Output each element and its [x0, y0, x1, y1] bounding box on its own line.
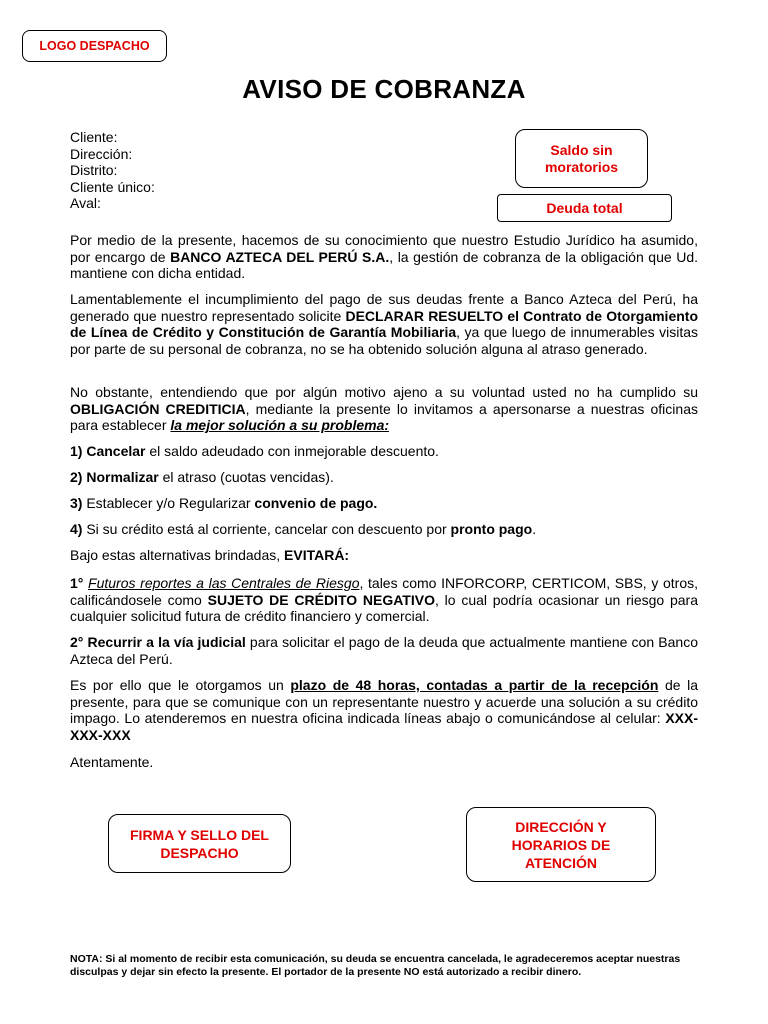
- text: de la presente, para que se comunique con un representante nuestro y acuerde una solución a su crédito impago. Lo atenderemos en nuestra oficina indicada líneas abajo o comunicándose al celular:: [70, 677, 698, 727]
- emphasis: Normalizar: [86, 469, 159, 485]
- saldo-box: [515, 129, 648, 188]
- phone-number: XXX-XXX-XXX: [70, 710, 698, 744]
- emphasis: DECLARAR RESUELTO el Contrato de Otorgamiento de Línea de Crédito y Constitución de Garantía Mobiliaria: [70, 307, 698, 341]
- text: Establecer y/o Regularizar: [82, 495, 255, 511]
- emphasis-italic: Futuros reportes a las Centrales de Riesgo: [88, 575, 360, 591]
- emphasis: EVITARÁ:: [284, 547, 350, 563]
- paragraph-intro: [70, 232, 698, 282]
- direccion-label-line1: DIRECCIÓN Y: [515, 818, 607, 835]
- option-number: 3): [70, 495, 83, 511]
- emphasis-underlined: plazo de 48 horas, contadas a partir de la recepción: [290, 677, 659, 693]
- logo-label: LOGO DESPACHO: [39, 39, 150, 53]
- closing: Atentamente.: [70, 754, 154, 770]
- text: , mediante la presente lo invitamos a apersonarse a nuestras oficinas para establecer: [70, 400, 698, 434]
- logo-placeholder-box: [22, 30, 167, 62]
- client-fields: [70, 129, 155, 212]
- emphasis: 2° Recurrir a la vía judicial: [70, 634, 246, 650]
- footer-note: NOTA: Si al momento de recibir esta comunicación, su deuda se encuentra cancelada, le agradeceremos aceptar nuestras disculpas y dejar sin efecto la presente. El portador de la presente NO está autorizado a recibir dinero.: [70, 953, 681, 978]
- deuda-total-box: [497, 194, 672, 222]
- option-number: 4): [70, 521, 83, 537]
- text: el atraso (cuotas vencidas).: [158, 469, 334, 485]
- emphasis: convenio de pago.: [254, 495, 378, 511]
- emphasis: OBLIGACIÓN CREDITICIA: [70, 400, 246, 417]
- paragraph-evitara: [70, 547, 698, 564]
- saldo-label-line1: Saldo sin: [550, 141, 613, 158]
- consequence-2: [70, 634, 698, 667]
- text: .: [532, 521, 537, 537]
- option-2: [70, 469, 698, 486]
- emphasis: Cancelar: [86, 443, 146, 459]
- field-cliente-unico: Cliente único:: [70, 178, 155, 195]
- document-title: AVISO DE COBRANZA: [242, 74, 526, 104]
- firma-sello-box: [108, 814, 291, 873]
- emphasis-underlined: la mejor solución a su problema:: [170, 417, 390, 434]
- text: Bajo estas alternativas brindadas,: [70, 547, 285, 563]
- text: , tales como INFORCORP, CERTICOM, SBS, y otros, calificándosele como: [70, 575, 698, 608]
- text: , lo cual podría ocasionar un riesgo para cualquier solicitud futura de crédito financiero y comercial.: [70, 591, 698, 625]
- deuda-total-label: Deuda total: [546, 200, 623, 216]
- paragraph-incumplimiento: [70, 291, 698, 358]
- paragraph-plazo: [70, 677, 698, 744]
- consequence-number: 1°: [70, 575, 84, 591]
- field-cliente: Cliente:: [70, 129, 118, 145]
- paragraph-obligacion: [70, 384, 698, 434]
- consequence-1: [70, 575, 698, 625]
- option-1: [70, 443, 698, 460]
- text: , la gestión de cobranza de la obligación que Ud. mantiene con dicha entidad.: [70, 248, 699, 282]
- field-distrito: Distrito:: [70, 162, 118, 178]
- text: Es por ello que le otorgamos un: [70, 677, 291, 693]
- text: , ya que luego de innumerables visitas por parte de su personal de cobranza, no se ha obtenido solución alguna al atraso generado.: [70, 324, 699, 358]
- text: Lamentablemente el incumplimiento del pago de sus deudas frente a Banco Azteca del Perú, ha generado que nuestro representado solicite: [70, 291, 698, 324]
- option-4: [70, 521, 698, 538]
- text: Por medio de la presente, hacemos de su conocimiento que nuestro Estudio Jurídico ha asumido, por encargo de: [70, 232, 698, 265]
- text: No obstante, entendiendo que por algún motivo ajeno a su voluntad usted no ha cumplido su: [70, 384, 698, 400]
- direccion-label-line2: HORARIOS DE: [511, 836, 611, 853]
- field-direccion: Dirección:: [70, 145, 133, 162]
- direccion-horarios-box: [466, 807, 656, 882]
- option-3: [70, 495, 698, 512]
- emphasis: pronto pago: [450, 521, 533, 537]
- firma-label-line1: FIRMA Y SELLO DEL: [130, 826, 269, 843]
- option-number: 1): [70, 443, 87, 459]
- text: el saldo adeudado con inmejorable descuento.: [145, 443, 439, 459]
- saldo-label-line2: moratorios: [544, 158, 619, 175]
- field-aval: Aval:: [70, 195, 101, 211]
- option-number: 2): [70, 469, 87, 485]
- direccion-label-line3: ATENCIÓN: [524, 854, 598, 871]
- text: para solicitar el pago de la deuda que actualmente mantiene con Banco Azteca del Perú.: [70, 634, 698, 667]
- firma-label-line2: DESPACHO: [160, 844, 239, 861]
- bank-name: BANCO AZTECA DEL PERÚ S.A.: [170, 248, 390, 265]
- text: Si su crédito está al corriente, cancelar con descuento por: [82, 521, 451, 537]
- emphasis: SUJETO DE CRÉDITO NEGATIVO: [207, 591, 435, 608]
